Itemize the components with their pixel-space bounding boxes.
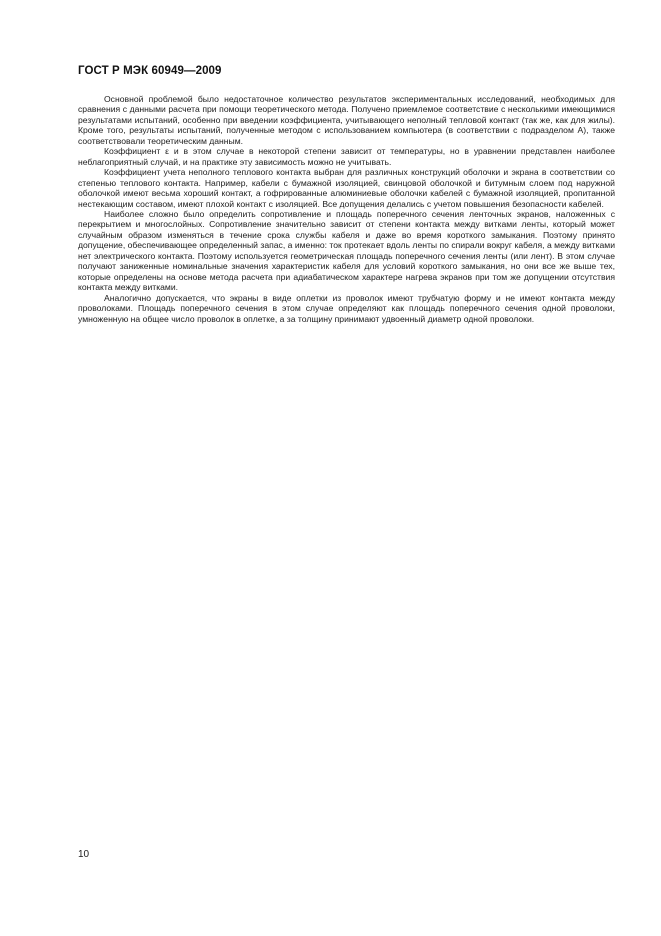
paragraph-2: Коэффициент ε и в этом случае в некоторой степени зависит от температуры, но в уравнении представлен наиболее неблагоприятный случай, и на практике эту зависимость можно не учитывать.	[78, 146, 615, 167]
page-number: 10	[78, 849, 90, 860]
document-header-title: ГОСТ Р МЭК 60949—2009	[78, 65, 222, 77]
paragraph-3: Коэффициент учета неполного теплового контакта выбран для различных конструкций оболочки и экрана в соответствии со степенью теплового контакта. Например, кабели с бумажной изоляцией, свинцовой оболочкой и битумным слоем под наружной оболочкой имеют весьма хороший контакт, а гофрированные алюминиевые оболочки кабелей с бумажной изоляцией, пропитанной нестекающим составом, имеют плохой контакт с изоляцией. Все допущения делались с учетом повышения безопасности кабелей.	[78, 167, 615, 209]
body-text	[78, 94, 615, 324]
paragraph-5: Аналогично допускается, что экраны в виде оплетки из проволок имеют трубчатую форму и не имеют контакта между проволоками. Площадь поперечного сечения в этом случае определяют как площадь поперечного сечения одной проволоки, умноженную на общее число проволок в оплетке, а за толщину принимают удвоенный диаметр одной проволоки.	[78, 292, 615, 324]
paragraph-4: Наиболее сложно было определить сопротивление и площадь поперечного сечения ленточных экранов, наложенных с перекрытием и многослойных. Сопротивление значительно зависит от степени контакта между витками ленты, который может случайным образом изменяться в течение срока службы кабеля и даже во время короткого замыкания. Поэтому принято допущение, обеспечивающее определенный запас, а именно: ток протекает вдоль ленты по спирали вокруг кабеля, а между витками нет электрического контакта. Поэтому используется геометрическая площадь поперечного сечения ленты (или лент). В этом случае получают заниженные номинальные значения характеристик кабеля для условий короткого замыкания, но они все же выше тех, которые определены на основе метода расчета при адиабатическом характере нагрева экранов при том же допущении отсутствия контакта между витками.	[78, 208, 615, 293]
paragraph-1: Основной проблемой было недостаточное количество результатов экспериментальных исследований, необходимых для сравнения с данными расчета при помощи теоретического метода. Получено приемлемое соответствие с несколькими имеющимися результатами испытаний, особенно при введении коэффициента, учитывающего неполный тепловой контакт (так же, как для жилы). Кроме того, результаты испытаний, полученные методом с использованием компьютера (в соответствии с подразделом А), также соответствовали теоретическим данным.	[78, 94, 615, 146]
